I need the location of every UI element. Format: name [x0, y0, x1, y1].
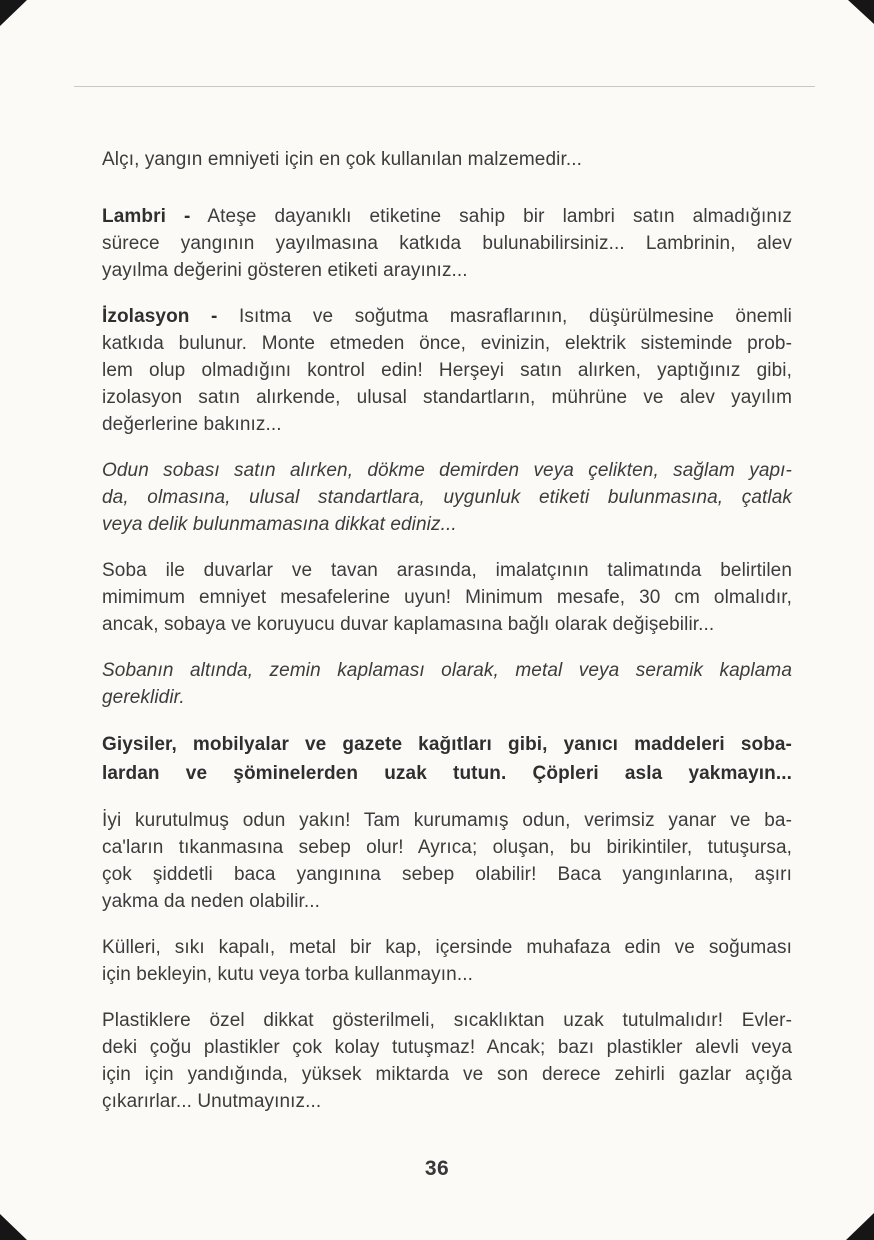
- paragraph-lead: Lambri -: [102, 206, 191, 227]
- page-number: 36: [424, 1157, 450, 1180]
- text-line: Odun sobası satın alırken, dökme demirden veya çelikten, sağlam yapı-: [102, 460, 792, 481]
- corner-mark-bottom-right-icon: [846, 1213, 874, 1240]
- text-line: izolasyon satın alırkende, ulusal standartların, mührüne ve alev yayılım: [102, 387, 792, 408]
- text-line: Külleri, sıkı kapalı, metal bir kap, içersinde muhafaza edin ve soğuması: [102, 937, 792, 958]
- corner-mark-bottom-left-icon: [0, 1214, 27, 1240]
- text-line: ancak, sobaya ve koruyucu duvar kaplamasına bağlı olarak değişebilir...: [102, 614, 715, 635]
- text-line: yayılma değerini gösteren etiketi arayınız...: [102, 260, 468, 281]
- text-line: katkıda bulunur. Monte etmeden önce, evinizin, elektrik sisteminde prob-: [102, 333, 792, 354]
- scan-line-artifact: [74, 86, 815, 87]
- text-line: ca'ların tıkanmasına sebep olur! Ayrıca; oluşan, bu birikintiler, tutuşursa,: [102, 837, 792, 858]
- paragraph: [102, 730, 792, 788]
- paragraph: [102, 203, 792, 284]
- page-body: [102, 146, 792, 1134]
- text-line: Plastiklere özel dikkat gösterilmeli, sıcaklıktan uzak tutulmalıdır! Evler-: [102, 1010, 792, 1031]
- corner-mark-top-left-icon: [0, 0, 27, 26]
- text-line: Lambri - Ateşe dayanıklı etiketine sahip bir lambri satın almadığınız: [102, 206, 792, 227]
- text-line: deki çoğu plastikler çok kolay tutuşmaz! Ancak; bazı plastikler alevli veya: [102, 1037, 792, 1058]
- paragraph: [102, 1007, 792, 1115]
- text-line: Sobanın altında, zemin kaplaması olarak, metal veya seramik kaplama: [102, 660, 792, 681]
- paragraph: [102, 934, 792, 988]
- paragraph: [102, 807, 792, 915]
- paragraph: [102, 557, 792, 638]
- text-line: da, olmasına, ulusal standartlara, uygunluk etiketi bulunmasına, çatlak: [102, 487, 792, 508]
- text-line: çıkarırlar... Unutmayınız...: [102, 1091, 322, 1112]
- text-line: İyi kurutulmuş odun yakın! Tam kurumamış odun, verimsiz yanar ve ba-: [102, 810, 792, 831]
- text-line: İzolasyon - Isıtma ve soğutma masraflarının, düşürülmesine önemli: [102, 306, 792, 327]
- text-line: veya delik bulunmamasına dikkat ediniz...: [102, 514, 457, 535]
- text-line: mimimum emniyet mesafelerine uyun! Minimum mesafe, 30 cm olmalıdır,: [102, 587, 792, 608]
- text-line: lem olup olmadığını kontrol edin! Herşeyi satın alırken, yaptığınız gibi,: [102, 360, 792, 381]
- text-line: Alçı, yangın emniyeti için en çok kullanılan malzemedir...: [102, 149, 582, 170]
- text-line: değerlerine bakınız...: [102, 414, 282, 435]
- text-line: yakma da neden olabilir...: [102, 891, 321, 912]
- paragraph-lead: İzolasyon -: [102, 306, 218, 327]
- paragraph: [102, 303, 792, 438]
- text-line: lardan ve şöminelerden uzak tutun. Çöpleri asla yakmayın...: [102, 763, 792, 784]
- paragraph: [102, 457, 792, 538]
- text-line: için için yandığında, yüksek miktarda ve son derece zehirli gazlar açığa: [102, 1064, 792, 1085]
- paragraph: [102, 657, 792, 711]
- text-line: Giysiler, mobilyalar ve gazete kağıtları gibi, yanıcı maddeleri soba-: [102, 734, 792, 755]
- text-line: gereklidir.: [102, 687, 185, 708]
- text-line: sürece yangının yayılmasına katkıda bulunabilirsiniz... Lambrinin, alev: [102, 233, 792, 254]
- text-line: Soba ile duvarlar ve tavan arasında, imalatçının talimatında belirtilen: [102, 560, 792, 581]
- paragraph: [102, 146, 792, 173]
- text-line: için bekleyin, kutu veya torba kullanmayın...: [102, 964, 473, 985]
- corner-mark-top-right-icon: [848, 0, 874, 24]
- text-line: çok şiddetli baca yangınına sebep olabilir! Baca yangınlarına, aşırı: [102, 864, 792, 885]
